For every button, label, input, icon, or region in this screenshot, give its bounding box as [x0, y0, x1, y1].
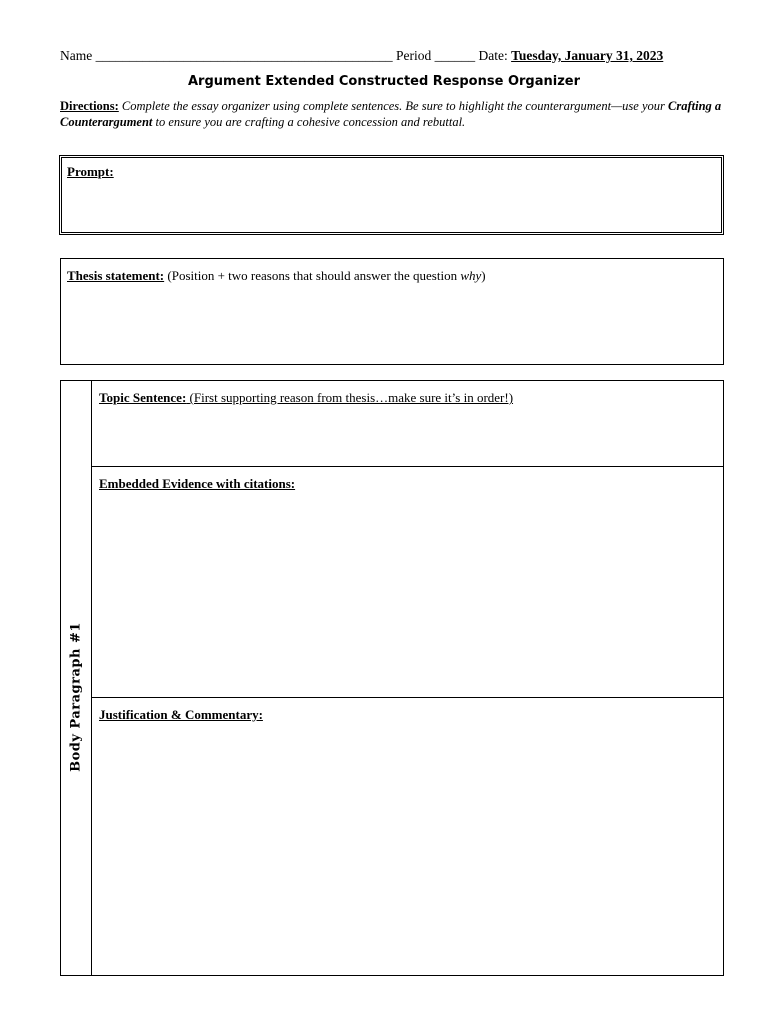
- topic-sentence-hint: (First supporting reason from thesis…make sure it’s in order!): [189, 390, 514, 405]
- directions-label: Directions:: [60, 99, 119, 113]
- body-paragraph-side-column: [61, 381, 92, 975]
- thesis-hint-close: ): [481, 268, 486, 283]
- thesis-box[interactable]: [60, 258, 724, 365]
- name-field[interactable]: ____________________________________________: [95, 48, 393, 63]
- page-title: Argument Extended Constructed Response Organizer: [188, 74, 580, 89]
- body-paragraph-label: Body Paragraph #1: [68, 622, 84, 772]
- thesis-hint-why: why: [460, 268, 482, 283]
- period-label: Period: [395, 48, 432, 63]
- directions-reference-title: Crafting a Counterargument: [60, 99, 722, 129]
- date-value: Tuesday, January 31, 2023: [511, 48, 664, 63]
- topic-sentence-heading: [99, 390, 513, 406]
- thesis-heading: [67, 268, 486, 284]
- period-field[interactable]: ______: [434, 48, 476, 63]
- prompt-label: Prompt:: [67, 164, 114, 179]
- thesis-label: Thesis statement:: [67, 268, 165, 283]
- date-label: Date:: [478, 48, 508, 63]
- justification-box[interactable]: [92, 698, 723, 975]
- topic-sentence-box[interactable]: [92, 381, 723, 467]
- header-line: [60, 48, 714, 64]
- prompt-box[interactable]: [59, 155, 724, 235]
- directions: [60, 98, 724, 130]
- thesis-hint: (Position + two reasons that should answer the question: [167, 268, 458, 283]
- name-label: Name: [60, 48, 93, 63]
- directions-text-continued: to ensure you are crafting a cohesive concession and rebuttal.: [155, 115, 466, 129]
- evidence-box[interactable]: [92, 467, 723, 698]
- topic-sentence-label: Topic Sentence:: [99, 390, 187, 405]
- justification-label: Justification & Commentary:: [99, 707, 263, 722]
- body-paragraph-1: [60, 380, 724, 976]
- directions-text: Complete the essay organizer using complete sentences. Be sure to highlight the counterargument—use your: [121, 99, 665, 113]
- evidence-label: Embedded Evidence with citations:: [99, 476, 296, 491]
